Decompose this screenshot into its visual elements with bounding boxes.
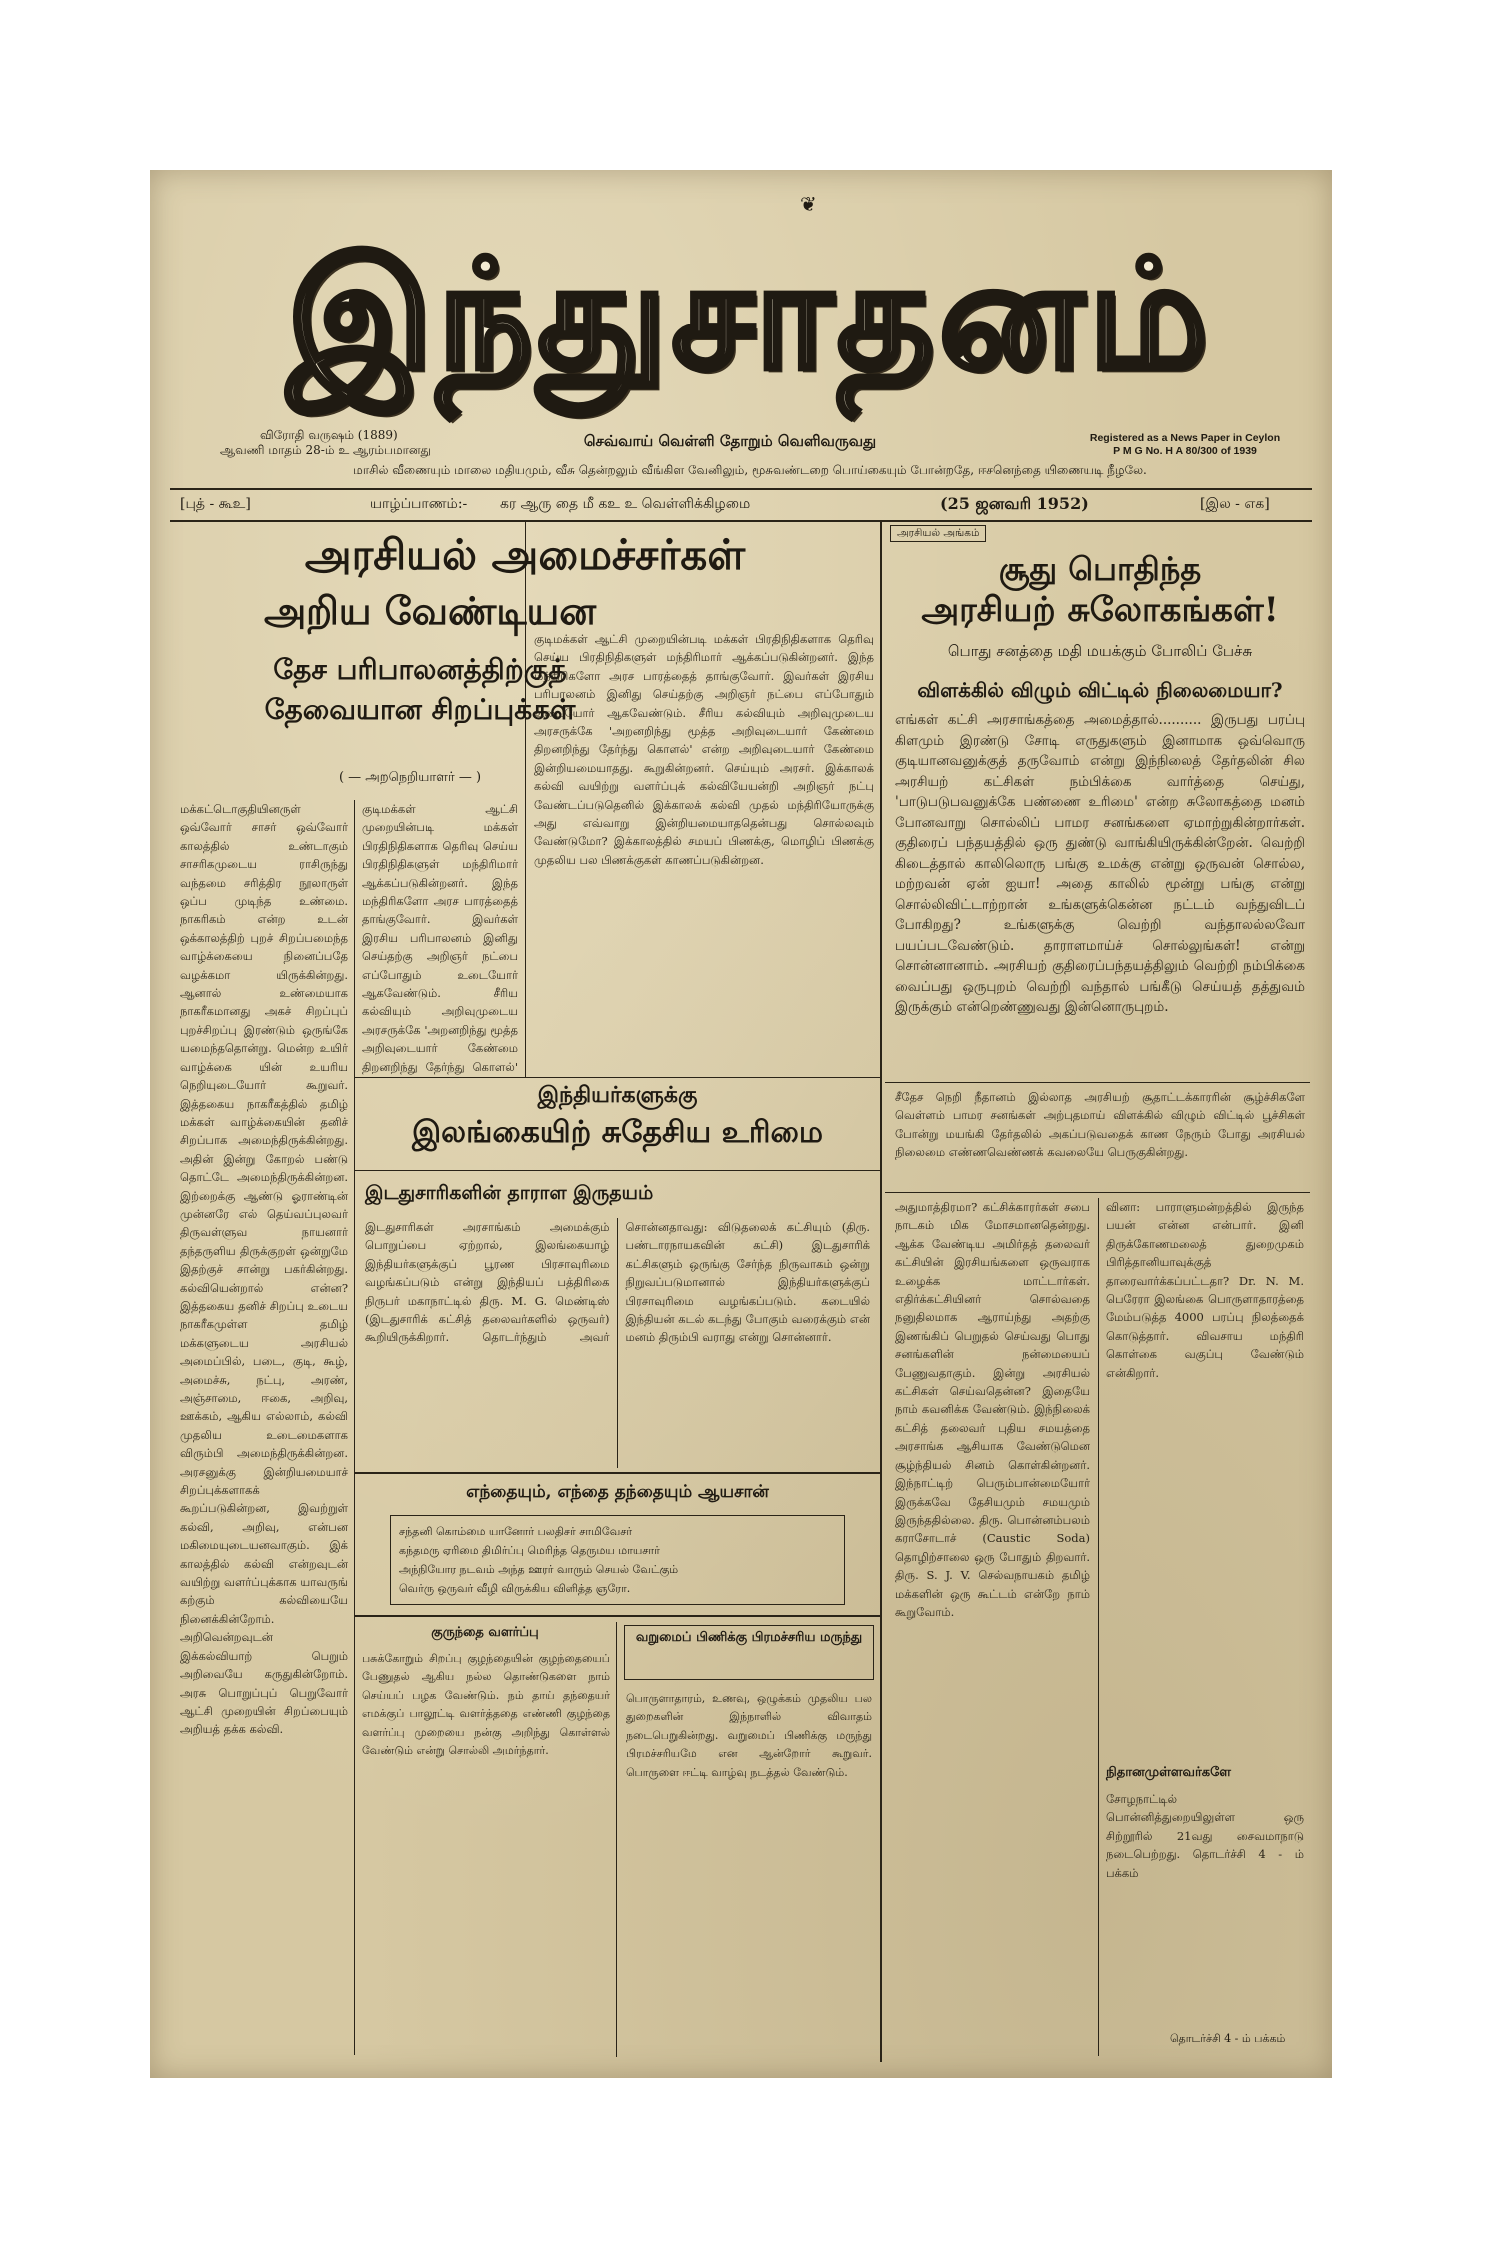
issue-number: [இல - எக] (1200, 496, 1270, 512)
second-subhead: நிதானமுள்ளவர்களே (1106, 1765, 1232, 1780)
masthead-title: இந்துசாதனம் (287, 227, 1213, 403)
frequency: செவ்வாய் வெள்ளி தோறும் வெளிவருவது (583, 432, 877, 450)
sutra-text: எங்கள் கட்சி அரசாங்கத்தை அமைத்தால்.......... இருபது பரப்பு கிளமும் இரண்டு சோடி எருதுகளும் இனாமாக ஒவ்வொரு குடியானவனுக்குத் தருவோம் என்று இந்நிலைத் தேர்தலின் சில அரசியற் கட்சிகள் நம்பிக்கை வார்த்தை செய்து, 'பாடுபடுபவனுக்கே பண்ணை உரிமை' என்ற சுலோகத்தை மனம் போனவாறு சொல்லிப் பாமர சனங்களை ஏமாற்றுகின்றார்கள். குதிரைப் பந்தயத்தில் ஒரு துண்டு வாங்கியிருக்கின்றேன். வெற்றி கிடைத்தால் காலிலொரு பங்கு உமக்கு என்று ஒருவன் சொல்ல, மற்றவன் ஏன் ஐயா! அதை காலில் மூன்று பங்கு என்று சொல்லிவிட்டாற்றான் உங்களுக்கென்ன நட்டம் வந்துவிடப் போகிறது? உங்களுக்கு வெற்றி வந்தாலல்லவோ பயப்படவேண்டும். தாராளமாய்ச் சொல்லுங்கள்! என்று சொன்னானாம். அரசியற் குதிரைப்பந்தயத்திலும் வெற்றி நம்பிக்கை வைப்பது ஒருபுறம் வெற்றி வந்தால் பங்கீடு செய்யத் தத்துவம் இருக்கும் என்றெண்ணுவது இன்னொருபுறம். (895, 712, 1305, 1015)
lead-text-col1: மக்கட்டொகுதியினருள் ஒவ்வோர் சாசர் ஒவ்வோர் காலத்தில் உண்டாகும் சாசரிகமுடைய ராசிருந்து வந்தமை சரித்திர நூலாருள் ஒப்ப முடிந்த உண்மை. நாகரிகம் என்ற உடன் ஒக்காலத்திற் புறச் சிறப்பமைந்த வாழ்க்கையை நினைப்பதே வழக்கமா யிருக்கின்றது. ஆனால் உண்மையாக நாகரீகமானது அகச் சிறப்புப் புறச்சிறப்பு இரண்டும் ஒருங்கே யமைந்ததொன்று. மென்ற உயிர் வாழ்க்கை யின் உயரிய நெறியுடையோர் கூறுவர். இத்தகைய நாகரீகத்தில் தமிழ் மக்கள் வாழ்க்கையின் தனிச் சிறப்பாக அமைந்திருக்கின்றது. அதின் இன்று கோறல் பண்டு தொட்டே அமைந்திருக்கின்றன. இற்றைக்கு ஆண்டு ஓராண்டின் முன்னரே எல் தெய்வப்புலவர் திருவள்ளுவ நாயனார் தந்தருளிய திருக்குறள் ஒன்றுமே இதற்குச் சான்று பகர்கின்றது. கல்வியென்றால் என்ன? இத்தகைய தனிச் சிறப்பு உடைய நாகரீகமுள்ள தமிழ் மக்களுடைய அரசியல் அமைப்பில், படை, குடி, கூழ், அமைச்சு, நட்பு, அரண், அஞ்சாமை, ஈகை, அறிவு, ஊக்கம், ஆகிய எல்லாம், கல்வி முதலிய உடைமைகளாக விரும்பி அமைந்திருக்கின்றன. அரசனுக்கு இன்றியமையாச் சிறப்புக்களாகக் கூறப்படுகின்றன, இவற்றுள் கல்வி, அறிவு, என்பன மகிமையுடையனவாகும். இக் காலத்தில் கல்வி என்றவுடன் வயிற்று வளர்ப்புக்காக யாவருங் கற்கும் கல்வியையே நினைக்கின்றோம். அறிவென்றவுடன் இக்கல்வியாற் பெறும் அறிவையே கருதுகின்றோம். அரசு பொறுப்புப் பெறுவோர் ஆட்சி முறையின் சிறப்பையும் அறியத் தக்க கல்வி. (180, 802, 348, 1737)
poem-headline: எந்தையும், எந்தை தந்தையும் ஆயசான் (466, 1482, 769, 1502)
ornament-mark: ❦ (800, 192, 817, 216)
indian-subhead: இடதுசாரிகளின் தாராள இருதயம் (365, 1182, 654, 1204)
bottom-headline-1: குருந்தை வளர்ப்பு (431, 1625, 539, 1640)
dateline (180, 494, 1300, 518)
poem-box (390, 1515, 845, 1605)
bottom-headline-2: வறுமைப் பிணிக்கு பிரமச்சரிய மருந்து (624, 1625, 874, 1680)
indian-headline-2: இலங்கையிற் சுதேசிய உரிமை (411, 1115, 823, 1150)
second-text-right: வினா: பாராளுமன்றத்தில் இருந்த பயன் என்ன என்பார். இனி திருக்கோணமலைத் துறைமுகம் பிரித்தானியாவுக்குத் தாரைவார்க்கப்பட்டதா? Dr. N. M. பெரேரா இலங்கை பொருளாதாரத்தை மேம்படுத்த 4000 பரப்பு நிலத்தைக் கொடுத்தார். விவசாய மந்திரி கொள்கை வகுப்பு வேண்டும் என்கிறார். (1106, 1200, 1304, 1380)
poem-line: கந்தமரு ஏரிமை திமிர்ப்பு மெரிந்த தெருமய மாயசார் (399, 1544, 660, 1557)
registration-info (1060, 432, 1310, 458)
sutra-subhead: பொது சனத்தை மதி மயக்கும் போலிப் பேச்சு (947, 642, 1253, 660)
bottom-text-1: பசுக்கோறும் சிறப்பு குழந்தையின் குழந்தையைப் பேணுதல் ஆகிய நல்ல தொண்டுகளை நாம் செய்யப் பழக வேண்டும். நம் தாய் தந்தையர் எமக்குப் பாலூட்டி வளர்த்ததை எண்ணி குழந்தை வளர்ப்பு முறையை நன்கு அறிந்து கொள்ளல் வேண்டும் என்று சொல்லி அமர்ந்தார். (362, 1652, 610, 1758)
lead-headline-1: அரசியல் அமைச்சர்கள் (304, 530, 746, 579)
place: யாழ்ப்பாணம்:- (370, 496, 468, 512)
founded-date: ஆவணி மாதம் 28-ம் உ ஆரம்பமானது (220, 443, 431, 457)
lead-byline: ( — அறநெறியாளர் — ) (338, 770, 482, 785)
lead-subhead: தேச பரிபாலனத்திற்குத் தேவையான சிறப்புக்கள் (264, 653, 576, 726)
second-text-left: அதுமாத்திரமா? கட்சிக்காரர்கள் சபை நாடகம் மிக மோசமானதென்றது. ஆக்க வேண்டிய அமிர்தத் தலைவர் கட்சியின் இரசியங்களை ஒருவராக உழைக்க மாட்டார்கள். எதிர்க்கட்சியினர் சொல்வதை நனுதிலமாக ஆராய்ந்து அதற்கு இணங்கிப் பெறுதல் செய்வது பொது சனங்களின் நன்மையைப் பேணுவதாகும். இன்று அரசியல் கட்சிகள் செய்வதென்ன? இதையே நாம் கவனிக்க வேண்டும். இந்நிலைக் கட்சித் தலைவர் புதிய சமயத்தை அரசாங்க ஆசியாக வேண்டுமென சூழ்ந்தியல் சினம் கொள்கின்றனர். இந்நாட்டிற் பெரும்பான்மையோர் இருக்கவே தேசியமும் சமயமும் இருந்ததில்லை. திரு. பொன்னம்பலம் கராசோடாச் (Caustic Soda) தொழிற்சாலை ஒரு போதும் திறவார். திரு. S. J. V. செல்வநாயகம் தமிழ் மக்களின் ஒரு கூட்டம் என்றே நாம் கூறுவோம். (895, 1200, 1090, 1619)
continued-note: தொடர்ச்சி 4 - ம் பக்கம் (1170, 2032, 1286, 2045)
bottom-text-2: பொருளாதாரம், உணவு, ஒழுக்கம் முதலிய பல துறைகளின் இந்நாளில் விவாதம் நடைபெறுகின்றது. வறுமைப் பிணிக்கு மருந்து பிரமச்சரியமே என ஆன்றோர் கூறுவர். பொருளை ஈட்டி வாழ்வு நடத்தல் வேண்டும். (626, 1692, 872, 1779)
poem-line: வெர்ரு ஒருவர் வீழி விருக்கிய விளித்த ஞரோ. (399, 1582, 631, 1595)
lead-text-col3: குடிமக்கள் ஆட்சி முறையின்படி மக்கள் பிரதிநிதிகளாக தெரிவு செய்ய பிரதிநிதிகளுள் மந்திரிமார் ஆக்கப்படுகின்றனர். இந்த மந்திரிகளோ அரச பாரத்தைத் தாங்குவோர். இவர்கள் இரசிய பரிபாலனம் இனிது செய்தற்கு அறிஞர் நட்பை எப்போதும் உடையோர் ஆகவேண்டும். சீரிய கல்வியும் அறிவுமுடைய அரசருக்கே 'அறனறிந்து மூத்த அறிவுடையார் கேண்மை திறனறிந்து தேர்ந்து கொளல்' என்ற அறிவுடையார் கேண்மை இன்றியமையாதது. கூறுகின்றனர். செய்யும் அரசர். இக்காலக் கல்வி வயிற்று வளர்ப்புக் கல்வியேயன்றி அறிஞர் நட்பு வேண்டப்படுதெனில் இக்காலக் கல்வி முதல் மந்திரியோருக்கு அது எவ்வாறு இன்றியமையாததென்பது சொல்லவும் வேண்டுமோ? இக்காலத்தில் சமயப் பிணக்கு, மொழிப் பிணக்கு முதலிய பல பிணக்குகள் காணப்படுகின்றன. (534, 632, 874, 867)
registration: Registered as a News Paper in Ceylon (1089, 432, 1281, 444)
indian-headline-1: இந்தியர்களுக்கு (537, 1082, 698, 1108)
sutra-text-2: சீதேச நெறி நீதானம் இல்லாத அரசியற் சூதாட்டக்காரரின் சூழ்ச்சிகளே வெள்ளம் பாமர சனங்கள் அற்புதமாய் விளக்கில் விழும் விட்டில் பூச்சிகள் போன்று மயங்கி தேர்தலில் அகப்படுவதைக் காண நேரும் போது அரசியல் நிலைமை எண்ணவெண்ணக் கவலையே பெருகுகின்றது. (895, 1090, 1305, 1160)
sutra-headline-2: அரசியற் சுலோகங்கள்! (921, 590, 1279, 630)
indian-text: இடதுசாரிகள் அரசாங்கம் அமைக்கும் பொறுப்பை ஏற்றால், இலங்கையாழ் இந்தியர்களுக்குப் பூரண பிரசாவுரிமை வழங்கப்படும் என்று இந்தியப் பத்திரிகை நிருபர் மகாநாட்டில் திரு. M. G. மெண்டிஸ் (இடதுசாரிக் கட்சித் தலைவர்களில் ஒருவர்) கூறியிருக்கிறார். தொடர்ந்தும் அவர் சொன்னதாவது: விடுதலைக் கட்சியும் (திரு. பண்டாரநாயகவின் கட்சி) இடதுசாரிக் கட்சிகளும் ஒருங்கு சேர்ந்த நிருவாகம் ஒன்று நிறுவப்படுமானால் இந்தியர்களுக்குப் பிரசாவுரிமை வழங்கப்படும். கடையில் இந்தியன் கடல் கடந்து போகும் வரைக்கும் என் மனம் திரும்பி வராது என்று சொன்னார். (365, 1220, 870, 1345)
tamil-date: கர ஆரு தை மீ கஉ உ வெள்ளிக்கிழமை (500, 496, 751, 512)
pmg-number: P M G No. H A 80/300 of 1939 (1113, 445, 1257, 457)
issue-date: (25 ஜனவரி 1952) (940, 494, 1089, 513)
poem-line: அந்நியோர நடவம் அந்த ஊரர் வாரும் செயல் வேட்கும் (399, 1563, 679, 1576)
lead-text-col2: குடிமக்கள் ஆட்சி முறையின்படி மக்கள் பிரதிநிதிகளாக தெரிவு செய்ய பிரதிநிதிகளுள் மந்திரிமார் ஆக்கப்படுகின்றனர். இந்த மந்திரிகளோ அரச பாரத்தைத் தாங்குவோர். இவர்கள் இரசிய பரிபாலனம் இனிது செய்தற்கு அறிஞர் நட்பை எப்போதும் உடையோர் ஆகவேண்டும். சீரிய கல்வியும் அறிவுமுடைய அரசருக்கே 'அறனறிந்து மூத்த அறிவுடையார் கேண்மை திறனறிந்து தேர்ந்து கொளல்' (362, 802, 518, 1074)
volume-number: [புத் - கூஉ] (180, 496, 251, 512)
lead-headline-2: அறிய வேண்டியன (263, 588, 597, 633)
founded-year: விரோதி வருஷம் (1889) (260, 428, 398, 442)
tagline: மாசில் வீணையும் மாலை மதியமும், வீசு தென்றலும் வீங்கிள வேனிலும், மூசுவண்டறை பொய்கையும் போன்றதே, ஈசனெந்தை யிணையடி நீழலே. (353, 463, 1147, 477)
poem-line: சந்தனி கொம்மை யானோர் பலதிசர் சாமிவேசர் (399, 1525, 633, 1538)
sutra-subhead-2: விளக்கில் விழும் விட்டில் நிலைமையா? (917, 678, 1283, 702)
second-subtext: சோழநாட்டில் பொன்னித்துறையிலுள்ள ஒரு சிற்றூரில் 21வது சைவமாநாடு நடைபெற்றது. தொடர்ச்சி 4 - ம் பக்கம் (1106, 1792, 1304, 1880)
newspaper-page (150, 170, 1332, 2078)
founded-info (220, 428, 480, 458)
column-label: அரசியல் அங்கம் (890, 525, 986, 542)
sutra-headline-1: சூது பொதிந்த (998, 550, 1202, 588)
